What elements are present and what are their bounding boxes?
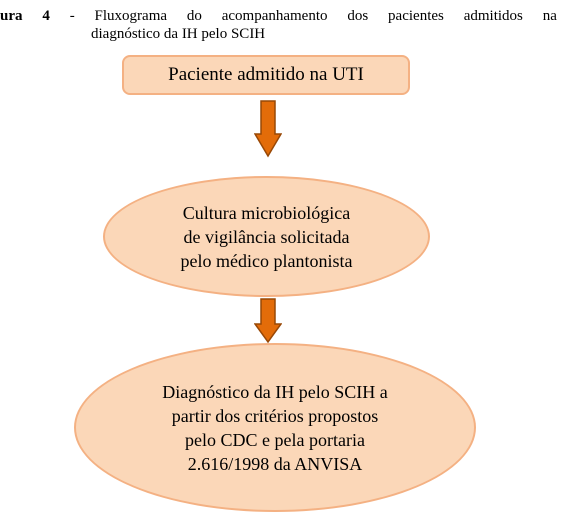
- diagnosis-node-label: Diagnóstico da IH pelo SCIH a partir dos critérios propostos pelo CDC e pela portaria 2.616/1998 da ANVISA: [162, 381, 388, 474]
- caption-word: Fluxograma: [94, 8, 168, 24]
- caption-line-2: diagnóstico da IH pelo SCIH: [91, 26, 266, 42]
- caption-word: acompanhamento: [221, 8, 328, 24]
- caption-word: do: [186, 8, 202, 24]
- start-node-label: Paciente admitido na UTI: [168, 64, 364, 85]
- culture-node-label: Cultura microbiológica de vigilância solicitada pelo médico plantonista: [180, 202, 353, 271]
- down-arrow-icon: [254, 298, 282, 344]
- culture-node: [103, 176, 430, 297]
- caption-word: admitidos: [463, 8, 523, 24]
- down-arrow-icon: [254, 100, 282, 158]
- caption-word: dos: [347, 8, 369, 24]
- caption-word: na: [542, 8, 557, 24]
- caption-line-1: [0, 8, 557, 25]
- caption-word: pacientes: [388, 8, 444, 24]
- caption-word: -: [69, 8, 75, 24]
- figure-label: ura: [0, 8, 23, 24]
- diagnosis-node: [74, 343, 476, 512]
- figure-number: 4: [42, 8, 50, 24]
- start-node: [122, 55, 410, 95]
